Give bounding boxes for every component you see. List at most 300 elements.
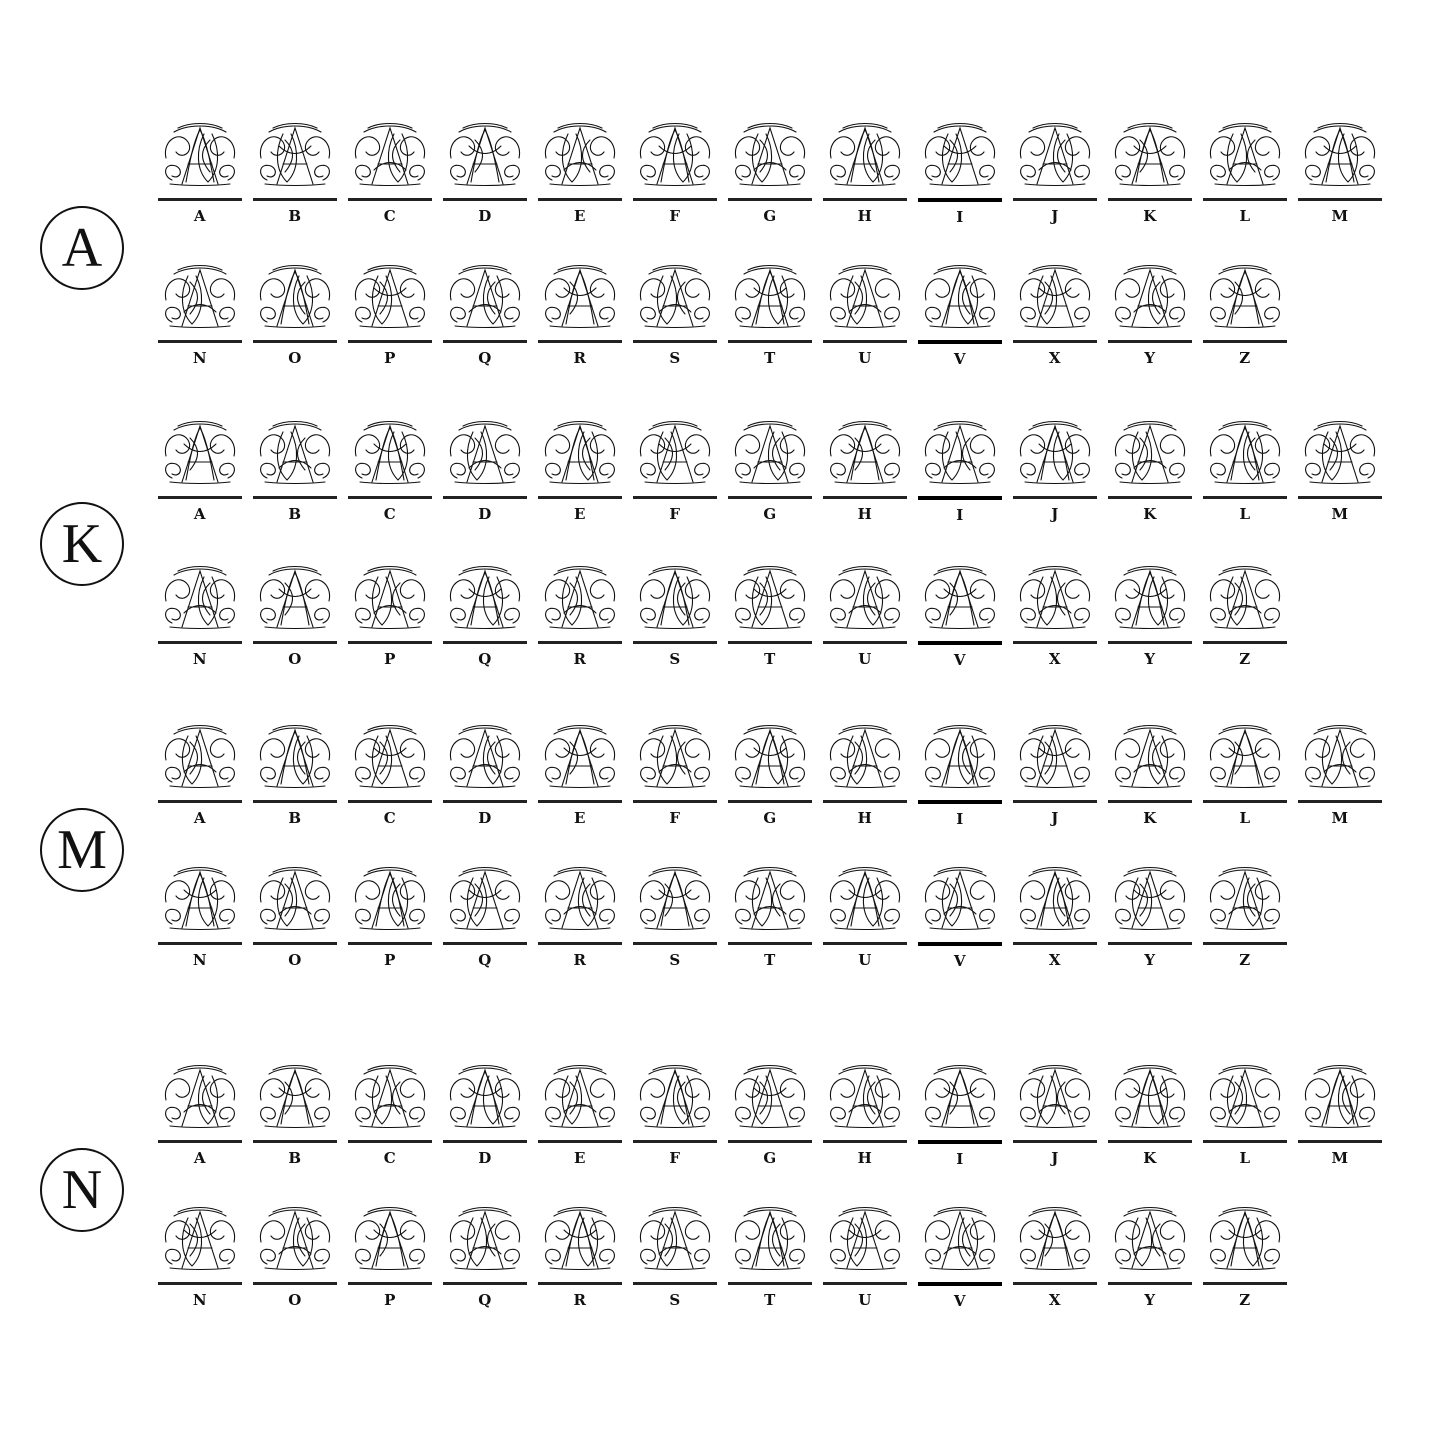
letter-label: K <box>1143 207 1157 225</box>
monogram-option[interactable] <box>1013 418 1097 524</box>
monogram-icon <box>728 1204 812 1274</box>
monogram-option[interactable] <box>918 418 1002 524</box>
letter-label: S <box>669 1291 681 1309</box>
monogram-icon <box>633 418 717 488</box>
letter-label: A <box>193 207 207 225</box>
underline-divider <box>253 1282 337 1285</box>
monogram-icon <box>443 1204 527 1274</box>
monogram-option[interactable] <box>823 120 907 226</box>
underline-divider <box>1298 198 1382 201</box>
monogram-icon <box>158 722 242 792</box>
letter-label: D <box>478 1149 492 1167</box>
monogram-icon <box>633 563 717 633</box>
monogram-icon <box>443 120 527 190</box>
letter-label: C <box>383 207 397 225</box>
monogram-option[interactable] <box>443 120 527 226</box>
monogram-option[interactable] <box>1203 262 1287 368</box>
monogram-option[interactable] <box>158 120 242 226</box>
monogram-option[interactable] <box>158 563 242 669</box>
monogram-option[interactable] <box>348 563 432 669</box>
monogram-row-2 <box>158 1204 1287 1310</box>
monogram-icon <box>728 864 812 934</box>
underline-divider <box>823 1282 907 1285</box>
monogram-option[interactable] <box>1013 1204 1097 1310</box>
letter-label: F <box>669 505 681 523</box>
underline-divider <box>253 1140 337 1143</box>
letter-label: Q <box>478 349 492 367</box>
monogram-icon <box>348 1204 432 1274</box>
letter-label: E <box>574 505 586 523</box>
monogram-option[interactable] <box>1108 1204 1192 1310</box>
monogram-option[interactable] <box>633 1062 717 1168</box>
monogram-icon <box>348 722 432 792</box>
underline-divider <box>728 1282 812 1285</box>
underline-divider <box>538 942 622 945</box>
underline-divider <box>1013 1282 1097 1285</box>
monogram-icon <box>348 418 432 488</box>
underline-divider <box>1108 641 1192 644</box>
letter-label: N <box>192 349 208 367</box>
monogram-option[interactable] <box>158 262 242 368</box>
monogram-option[interactable] <box>158 722 242 828</box>
monogram-option[interactable] <box>443 1062 527 1168</box>
letter-label: U <box>858 951 872 969</box>
monogram-icon <box>253 418 337 488</box>
underline-divider <box>823 1140 907 1143</box>
monogram-icon <box>253 1204 337 1274</box>
letter-label: X <box>1048 349 1062 367</box>
monogram-option[interactable] <box>1108 864 1192 970</box>
monogram-icon <box>1013 864 1097 934</box>
monogram-option[interactable] <box>443 722 527 828</box>
underline-divider <box>443 1282 527 1285</box>
monogram-icon <box>728 1062 812 1132</box>
monogram-icon <box>538 1204 622 1274</box>
underline-divider <box>728 641 812 644</box>
monogram-option[interactable] <box>253 1204 337 1310</box>
letter-label: L <box>1239 809 1251 827</box>
letter-label: Y <box>1144 650 1156 668</box>
underline-divider <box>633 942 717 945</box>
underline-divider <box>1298 496 1382 499</box>
monogram-icon <box>538 418 622 488</box>
monogram-icon <box>443 1062 527 1132</box>
monogram-icon <box>538 864 622 934</box>
monogram-option[interactable] <box>443 563 527 669</box>
monogram-option[interactable] <box>728 563 812 669</box>
monogram-option[interactable] <box>1013 563 1097 669</box>
underline-divider <box>443 1140 527 1143</box>
letter-label: B <box>288 1149 302 1167</box>
letter-label: M <box>1331 1149 1349 1167</box>
underline-divider <box>253 800 337 803</box>
underline-divider <box>633 1140 717 1143</box>
monogram-option[interactable] <box>918 864 1002 970</box>
monogram-icon <box>823 864 907 934</box>
section-initial-circle: A <box>40 206 124 290</box>
letter-label: R <box>573 951 587 969</box>
monogram-icon <box>823 418 907 488</box>
letter-label: H <box>857 207 873 225</box>
monogram-option[interactable] <box>348 1204 432 1310</box>
letter-label: J <box>1051 505 1059 523</box>
underline-divider <box>918 942 1002 946</box>
letter-label: V <box>953 651 967 669</box>
monogram-option[interactable] <box>728 120 812 226</box>
monogram-option[interactable] <box>823 563 907 669</box>
section-initial-circle: M <box>40 808 124 892</box>
monogram-option[interactable] <box>253 722 337 828</box>
letter-label: S <box>669 349 681 367</box>
underline-divider <box>1013 942 1097 945</box>
monogram-option[interactable] <box>348 864 432 970</box>
monogram-option[interactable] <box>1108 1062 1192 1168</box>
monogram-icon <box>823 1204 907 1274</box>
monogram-icon <box>443 262 527 332</box>
underline-divider <box>348 1282 432 1285</box>
section-initial-circle: N <box>40 1148 124 1232</box>
monogram-option[interactable] <box>633 262 717 368</box>
monogram-option[interactable] <box>1013 120 1097 226</box>
underline-divider <box>823 340 907 343</box>
underline-divider <box>1013 641 1097 644</box>
monogram-option[interactable] <box>538 1204 622 1310</box>
monogram-option[interactable] <box>918 1062 1002 1168</box>
letter-label: F <box>669 809 681 827</box>
monogram-option[interactable] <box>918 722 1002 828</box>
letter-label: N <box>192 650 208 668</box>
letter-label: I <box>956 208 964 226</box>
monogram-icon <box>1013 1062 1097 1132</box>
underline-divider <box>1203 496 1287 499</box>
letter-label: U <box>858 1291 872 1309</box>
letter-label: D <box>478 809 492 827</box>
underline-divider <box>1203 340 1287 343</box>
underline-divider <box>1203 1282 1287 1285</box>
monogram-icon <box>348 1062 432 1132</box>
monogram-option[interactable] <box>253 1062 337 1168</box>
letter-label: O <box>288 1291 302 1309</box>
monogram-option[interactable] <box>443 262 527 368</box>
underline-divider <box>253 641 337 644</box>
monogram-option[interactable] <box>728 1204 812 1310</box>
monogram-option[interactable] <box>1013 1062 1097 1168</box>
underline-divider <box>1203 198 1287 201</box>
monogram-option[interactable] <box>1203 1204 1287 1310</box>
monogram-option[interactable] <box>158 1204 242 1310</box>
monogram-option[interactable] <box>1298 120 1382 226</box>
letter-label: V <box>953 952 967 970</box>
letter-label: I <box>956 810 964 828</box>
monogram-icon <box>1203 722 1287 792</box>
monogram-option[interactable] <box>348 120 432 226</box>
monogram-icon <box>633 120 717 190</box>
letter-label: V <box>953 1292 967 1310</box>
letter-label: V <box>953 350 967 368</box>
monogram-icon <box>348 864 432 934</box>
monogram-option[interactable] <box>1013 864 1097 970</box>
monogram-option[interactable] <box>1203 1062 1287 1168</box>
monogram-option[interactable] <box>1203 120 1287 226</box>
monogram-icon <box>633 1204 717 1274</box>
monogram-option[interactable] <box>918 1204 1002 1310</box>
underline-divider <box>728 800 812 803</box>
underline-divider <box>158 198 242 201</box>
monogram-option[interactable] <box>633 120 717 226</box>
monogram-option[interactable] <box>1108 563 1192 669</box>
monogram-option[interactable] <box>538 262 622 368</box>
letter-label: E <box>574 207 586 225</box>
letter-label: C <box>383 1149 397 1167</box>
monogram-icon <box>1203 262 1287 332</box>
monogram-icon <box>633 722 717 792</box>
section-initial-circle: K <box>40 502 124 586</box>
letter-label: T <box>764 349 776 367</box>
monogram-option[interactable] <box>538 120 622 226</box>
monogram-option[interactable] <box>1203 722 1287 828</box>
monogram-icon <box>158 1204 242 1274</box>
underline-divider <box>538 641 622 644</box>
underline-divider <box>1108 198 1192 201</box>
monogram-icon <box>348 262 432 332</box>
monogram-section-m <box>0 722 1445 1022</box>
monogram-icon <box>253 120 337 190</box>
underline-divider <box>1013 496 1097 499</box>
monogram-option[interactable] <box>538 864 622 970</box>
monogram-option[interactable] <box>348 1062 432 1168</box>
monogram-row-2 <box>158 864 1287 970</box>
letter-label: P <box>384 951 396 969</box>
underline-divider <box>158 942 242 945</box>
monogram-option[interactable] <box>728 418 812 524</box>
letter-label: Z <box>1239 349 1251 367</box>
underline-divider <box>1108 1282 1192 1285</box>
monogram-option[interactable] <box>158 1062 242 1168</box>
underline-divider <box>348 800 432 803</box>
monogram-option[interactable] <box>728 722 812 828</box>
monogram-option[interactable] <box>823 262 907 368</box>
letter-label: E <box>574 809 586 827</box>
underline-divider <box>633 641 717 644</box>
monogram-icon <box>823 563 907 633</box>
monogram-option[interactable] <box>1108 418 1192 524</box>
monogram-row-1 <box>158 418 1382 524</box>
letter-label: T <box>764 1291 776 1309</box>
monogram-icon <box>728 722 812 792</box>
monogram-option[interactable] <box>1298 722 1382 828</box>
monogram-option[interactable] <box>823 864 907 970</box>
monogram-option[interactable] <box>1298 418 1382 524</box>
letter-label: K <box>1143 1149 1157 1167</box>
monogram-option[interactable] <box>253 418 337 524</box>
monogram-option[interactable] <box>253 262 337 368</box>
letter-label: M <box>1331 505 1349 523</box>
letter-label: P <box>384 650 396 668</box>
underline-divider <box>1108 496 1192 499</box>
monogram-option[interactable] <box>538 722 622 828</box>
letter-label: O <box>288 650 302 668</box>
monogram-option[interactable] <box>253 864 337 970</box>
monogram-icon <box>1108 120 1192 190</box>
monogram-option[interactable] <box>538 418 622 524</box>
monogram-option[interactable] <box>158 418 242 524</box>
monogram-icon <box>1203 864 1287 934</box>
monogram-icon <box>1298 418 1382 488</box>
monogram-icon <box>1203 1204 1287 1274</box>
monogram-option[interactable] <box>443 1204 527 1310</box>
underline-divider <box>443 496 527 499</box>
monogram-option[interactable] <box>633 1204 717 1310</box>
monogram-option[interactable] <box>918 120 1002 226</box>
letter-label: T <box>764 951 776 969</box>
monogram-icon <box>443 722 527 792</box>
monogram-icon <box>1013 418 1097 488</box>
monogram-option[interactable] <box>538 1062 622 1168</box>
monogram-option[interactable] <box>1108 262 1192 368</box>
monogram-section-k <box>0 418 1445 718</box>
underline-divider <box>633 496 717 499</box>
underline-divider <box>918 1282 1002 1286</box>
letter-label: I <box>956 1150 964 1168</box>
monogram-option[interactable] <box>823 418 907 524</box>
monogram-option[interactable] <box>1298 1062 1382 1168</box>
monogram-option[interactable] <box>823 1204 907 1310</box>
letter-label: J <box>1051 207 1059 225</box>
monogram-icon <box>1013 120 1097 190</box>
monogram-icon <box>538 563 622 633</box>
monogram-option[interactable] <box>348 262 432 368</box>
monogram-option[interactable] <box>728 864 812 970</box>
underline-divider <box>918 800 1002 804</box>
letter-label: F <box>669 1149 681 1167</box>
letter-label: M <box>1331 809 1349 827</box>
underline-divider <box>1013 800 1097 803</box>
underline-divider <box>633 800 717 803</box>
monogram-icon <box>538 1062 622 1132</box>
monogram-icon <box>1298 722 1382 792</box>
letter-label: X <box>1048 650 1062 668</box>
monogram-option[interactable] <box>253 563 337 669</box>
letter-label: B <box>288 809 302 827</box>
monogram-icon <box>158 864 242 934</box>
monogram-option[interactable] <box>443 864 527 970</box>
letter-label: P <box>384 1291 396 1309</box>
monogram-option[interactable] <box>1108 120 1192 226</box>
monogram-option[interactable] <box>1203 418 1287 524</box>
monogram-option[interactable] <box>1203 563 1287 669</box>
monogram-icon <box>538 262 622 332</box>
monogram-option[interactable] <box>823 722 907 828</box>
letter-label: Y <box>1144 1291 1156 1309</box>
underline-divider <box>633 340 717 343</box>
letter-label: H <box>857 505 873 523</box>
underline-divider <box>538 496 622 499</box>
monogram-option[interactable] <box>1013 722 1097 828</box>
monogram-icon <box>1013 722 1097 792</box>
monogram-option[interactable] <box>918 563 1002 669</box>
monogram-icon <box>1298 120 1382 190</box>
monogram-icon <box>823 722 907 792</box>
underline-divider <box>823 198 907 201</box>
monogram-option[interactable] <box>728 1062 812 1168</box>
letter-label: H <box>857 809 873 827</box>
letter-label: O <box>288 951 302 969</box>
monogram-row-1 <box>158 722 1382 828</box>
monogram-icon <box>918 563 1002 633</box>
letter-label: B <box>288 505 302 523</box>
underline-divider <box>633 198 717 201</box>
monogram-icon <box>348 120 432 190</box>
monogram-option[interactable] <box>1203 864 1287 970</box>
monogram-icon <box>728 563 812 633</box>
monogram-option[interactable] <box>1108 722 1192 828</box>
monogram-icon <box>1013 563 1097 633</box>
monogram-option[interactable] <box>633 722 717 828</box>
monogram-icon <box>158 120 242 190</box>
monogram-icon <box>728 120 812 190</box>
letter-label: Z <box>1239 650 1251 668</box>
monogram-option[interactable] <box>728 262 812 368</box>
monogram-icon <box>1298 1062 1382 1132</box>
underline-divider <box>1298 800 1382 803</box>
monogram-option[interactable] <box>348 722 432 828</box>
monogram-option[interactable] <box>823 1062 907 1168</box>
letter-label: Q <box>478 650 492 668</box>
monogram-option[interactable] <box>633 418 717 524</box>
letter-label: I <box>956 506 964 524</box>
underline-divider <box>348 1140 432 1143</box>
monogram-icon <box>1108 1204 1192 1274</box>
monogram-option[interactable] <box>918 262 1002 368</box>
underline-divider <box>1203 800 1287 803</box>
monogram-icon <box>918 418 1002 488</box>
monogram-option[interactable] <box>253 120 337 226</box>
underline-divider <box>918 198 1002 202</box>
monogram-icon <box>253 1062 337 1132</box>
monogram-icon <box>1108 1062 1192 1132</box>
letter-label: Z <box>1239 1291 1251 1309</box>
letter-label: R <box>573 1291 587 1309</box>
monogram-option[interactable] <box>348 418 432 524</box>
letter-label: R <box>573 650 587 668</box>
letter-label: U <box>858 349 872 367</box>
letter-label: C <box>383 505 397 523</box>
monogram-section-a <box>0 120 1445 420</box>
monogram-option[interactable] <box>443 418 527 524</box>
underline-divider <box>158 1140 242 1143</box>
monogram-option[interactable] <box>633 864 717 970</box>
underline-divider <box>1013 1140 1097 1143</box>
underline-divider <box>1108 340 1192 343</box>
monogram-row-2 <box>158 563 1287 669</box>
underline-divider <box>1298 1140 1382 1143</box>
monogram-option[interactable] <box>1013 262 1097 368</box>
monogram-icon <box>443 864 527 934</box>
underline-divider <box>918 1140 1002 1144</box>
monogram-icon <box>633 864 717 934</box>
underline-divider <box>158 800 242 803</box>
monogram-option[interactable] <box>633 563 717 669</box>
monogram-option[interactable] <box>538 563 622 669</box>
monogram-icon <box>728 418 812 488</box>
underline-divider <box>1108 942 1192 945</box>
monogram-option[interactable] <box>158 864 242 970</box>
letter-label: J <box>1051 809 1059 827</box>
underline-divider <box>158 496 242 499</box>
letter-label: K <box>1143 809 1157 827</box>
letter-label: Y <box>1144 951 1156 969</box>
underline-divider <box>348 340 432 343</box>
